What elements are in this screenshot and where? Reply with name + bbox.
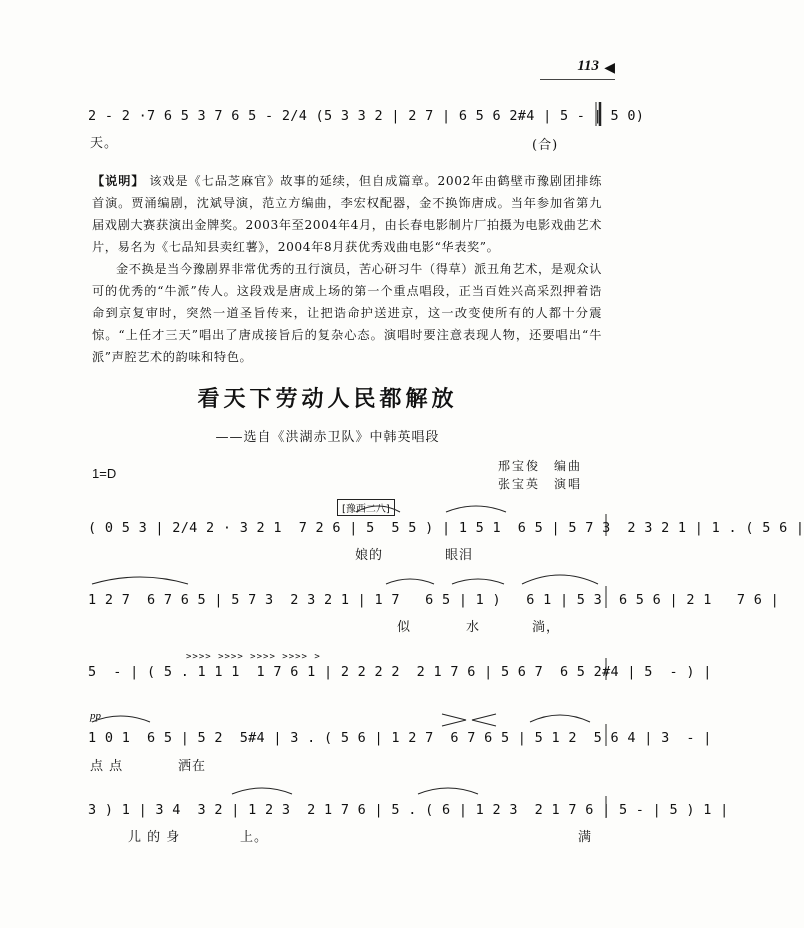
lyric-line-5b: 上。 [240, 830, 269, 845]
lyric-line-5c: 满 [578, 830, 593, 845]
lyric-line-2a: 似 [397, 620, 412, 635]
lyric-line-2c: 淌， [532, 620, 561, 635]
lyric-line-1a: 娘的 [355, 548, 384, 563]
score-line-1: ( 0 5 3 | 2/4 2 · 3 2 1 7 2 6 | 5 5 5 ) | 1 5 1 6 5 | 5 7 3 2 3 2 1 | 1 . ( 5 6 | [88, 520, 804, 536]
singer-credit: 张宝英 演唱 [498, 477, 583, 491]
song-subtitle: ——选自《洪湖赤卫队》中韩英唱段 [215, 430, 440, 445]
tempo-marking: [豫西二八] [337, 499, 395, 516]
page-number: 113 [577, 58, 599, 74]
lyric-line-2b: 水 [466, 620, 481, 635]
top-staff-notes: 2 - 2 ·7 6 5 3 7 6 5 - 2/4 (5 3 3 2 | 2 7 | 6 5 6 2#4 | 5 - | 5 0) [88, 108, 645, 124]
explanation-paragraph-2: 金不换是当今豫剧界非常优秀的丑行演员，苦心研习牛（得草）派丑角艺术，是观众认可的优秀的“牛派”传人。这段戏是唐成上场的第一个重点唱段，正当百姓兴高采烈押着诰命到京复审时，突然一道圣旨传来，让把诰命护送进京，这一改变使所有的人都十分震惊。“上任才三天”唱出了唐成接旨后的复杂心态。演唱时要注意表现人物，还要唱出“牛派”声腔艺术的韵味和特色。 [92, 262, 602, 364]
key-signature: 1=D [92, 466, 117, 481]
dynamic-marking: pp [90, 710, 101, 722]
lyric-line-4b: 洒在 [178, 759, 207, 774]
corner-ornament-icon: ◀ [604, 60, 615, 76]
top-staff-lyric: 天。 [90, 136, 119, 151]
score-line-3: 5 - | ( 5 . 1 1 1 1 7 6 1 | 2 2 2 2 2 1 7 6 | 5 6 7 6 5 2#4 | 5 - ) | [88, 664, 712, 680]
score-line-4: 1 0 1 6 5 | 5 2 5#4 | 3 . ( 5 6 | 1 2 7 6 7 6 5 | 5 1 2 5 6 4 | 3 - | [88, 730, 712, 746]
lyric-line-1b: 眼泪 [445, 548, 474, 563]
score-line-5: 3 ) 1 | 3 4 3 2 | 1 2 3 2 1 7 6 | 5 . ( 6 | 1 2 3 2 1 7 6 | 5 - | 5 ) 1 | [88, 802, 729, 818]
top-staff-lyric-end: (合) [532, 138, 559, 153]
explanation-text-1: 该戏是《七品芝麻官》故事的延续，但自成篇章。2002年由鹤壁市豫剧团排练首演。贾涌编剧，沈斌导演，范立方编曲，李宏权配器，金不换饰唐成。当年参加省第九届戏剧大赛获演出金牌奖。2003年至2004年4月，由长春电影制片厂拍摄为电影戏曲艺术片，易名为《七品知县卖红薯》，2004年8月获优秀戏曲电影“华表奖”。 [92, 174, 602, 254]
score-line-2: 1 2 7 6 7 6 5 | 5 7 3 2 3 2 1 | 1 7 6 5 | 1 ) 6 1 | 5 3 6 5 6 | 2 1 7 6 | [88, 592, 780, 608]
lyric-line-5a: 儿 的 身 [128, 830, 181, 845]
song-title: 看天下劳动人民都解放 [197, 386, 458, 412]
explanation-label: 【说明】 [92, 174, 145, 188]
composer-credit: 邢宝俊 编曲 [498, 459, 583, 473]
lyric-line-4a: 点 点 [90, 759, 124, 774]
accent-marks-line-3: >>>> >>>> >>>> >>>> > [186, 652, 321, 662]
